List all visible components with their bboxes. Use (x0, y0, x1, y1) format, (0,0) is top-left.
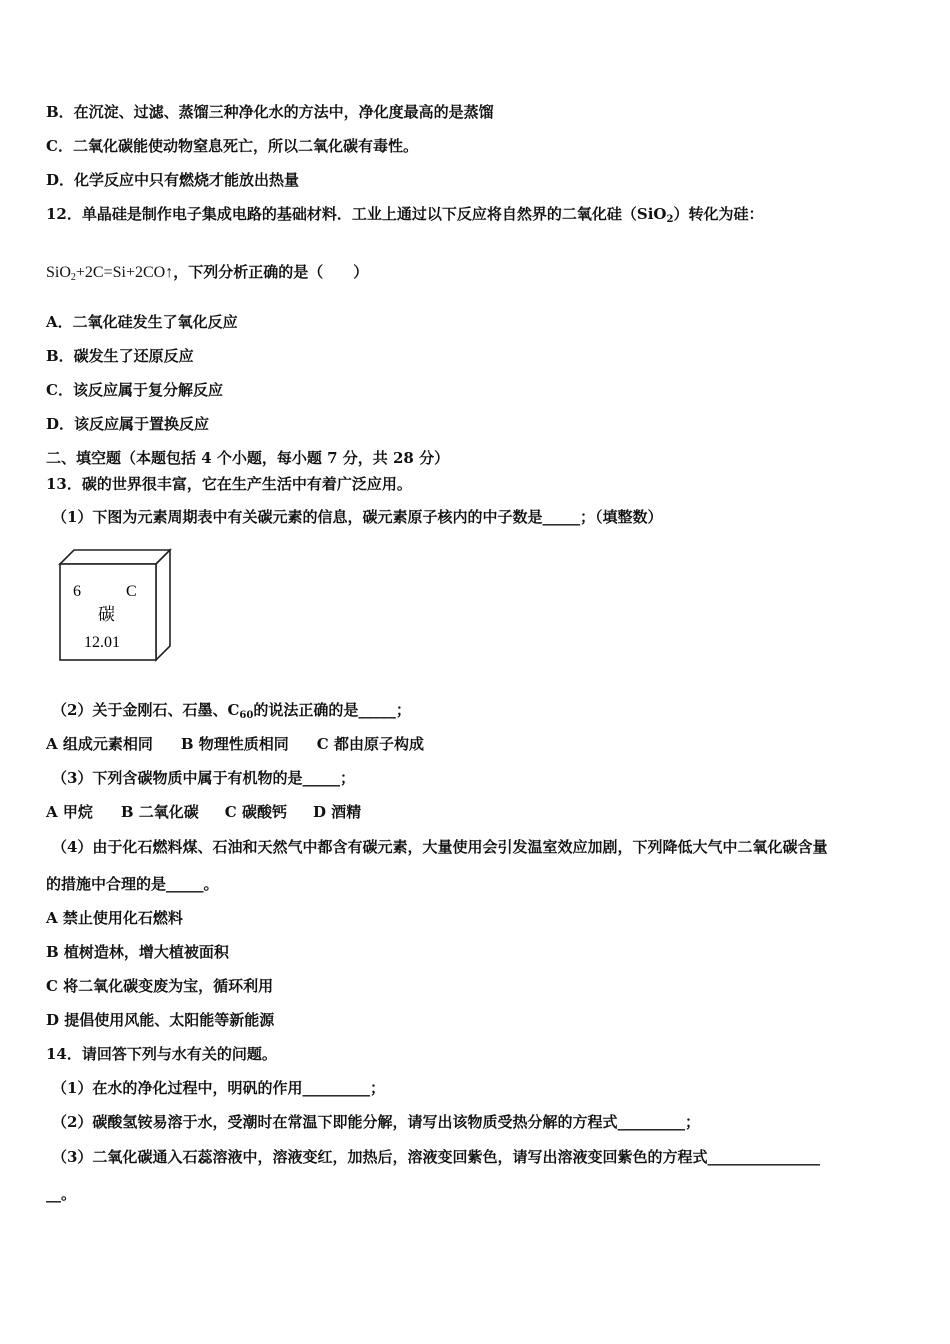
q13-part1: （1）下图为元素周期表中有关碳元素的信息，碳元素原子核内的中子数是_____；（填整数） (52, 508, 663, 526)
q11-option-d: D．化学反应中只有燃烧才能放出热量 (46, 171, 300, 189)
section-heading: 二、填空题（本题包括 4 个小题，每小题 7 分，共 28 分） (46, 449, 450, 467)
q14-part2: （2）碳酸氢铵易溶于水，受潮时在常温下即能分解，请写出该物质受热分解的方程式_________； (52, 1113, 700, 1131)
q13-part4-option-a: A 禁止使用化石燃料 (46, 909, 183, 927)
q13-part4-option-c: C 将二氧化碳变废为宝，循环利用 (46, 977, 274, 995)
q13-part3: （3）下列含碳物质中属于有机物的是_____； (52, 769, 355, 787)
q13-part4-line2: 的措施中合理的是_____。 (46, 875, 219, 893)
option-b: B 物理性质相同 (180, 735, 289, 753)
q12-question: ，下列分析正确的是（ ） (173, 263, 369, 281)
option-a: A 组成元素相同 (46, 735, 153, 753)
q14-stem: 14．请回答下列与水有关的问题。 (46, 1045, 277, 1063)
q12-equation: SiO$_2$+2C=Si+2CO↑ (46, 264, 174, 283)
q13-part3-options (46, 802, 361, 822)
q13-part4-option-b: B 植树造林，增大植被面积 (46, 943, 229, 961)
q14-part1: （1）在水的净化过程中，明矾的作用_________； (52, 1079, 385, 1097)
q13-part4-line1: （4）由于化石燃料煤、石油和天然气中都含有碳元素，大量使用会引发温室效应加剧，下列降低大气中二氧化碳含量 (52, 838, 828, 856)
element-symbol: C (126, 583, 137, 600)
element-number: 6 (73, 583, 81, 600)
option-d: D 酒精 (312, 803, 362, 821)
q11-option-b: B．在沉淀、过滤、蒸馏三种净化水的方法中，净化度最高的是蒸馏 (46, 103, 494, 121)
q11-option-c: C．二氧化碳能使动物窒息死亡，所以二氧化碳有毒性。 (46, 137, 418, 155)
q12-stem: 12．单晶硅是制作电子集成电路的基础材料．工业上通过以下反应将自然界的二氧化硅（SiO$_2$）转化为硅： (46, 205, 764, 225)
q14-part3-line1: （3）二氧化碳通入石蕊溶液中，溶液变红，加热后，溶液变回紫色，请写出溶液变回紫色的方程式_______________ (52, 1148, 820, 1166)
carbon-element-card (56, 546, 174, 664)
option-b: B 二氧化碳 (120, 803, 199, 821)
q12-equation-line (46, 262, 368, 288)
element-name: 碳 (98, 605, 115, 624)
option-c: C 碳酸钙 (224, 803, 287, 821)
q12-option-a: A．二氧化硅发生了氧化反应 (46, 313, 238, 331)
option-a: A 甲烷 (46, 803, 93, 821)
q13-part2: （2）关于金刚石、石墨、$C_{60}$的说法正确的是_____； (52, 701, 411, 721)
q12-option-b: B．碳发生了还原反应 (46, 347, 194, 365)
q12-option-d: D．该反应属于置换反应 (46, 415, 210, 433)
q13-part4-option-d: D 提倡使用风能、太阳能等新能源 (46, 1011, 275, 1029)
q14-part3-line2: __。 (46, 1185, 77, 1203)
option-c: C 都由原子构成 (316, 735, 424, 753)
q13-stem: 13．碳的世界很丰富，它在生产生活中有着广泛应用。 (46, 475, 412, 493)
element-mass: 12.01 (84, 634, 120, 651)
q12-option-c: C．该反应属于复分解反应 (46, 381, 223, 399)
q13-part2-options (46, 734, 424, 754)
